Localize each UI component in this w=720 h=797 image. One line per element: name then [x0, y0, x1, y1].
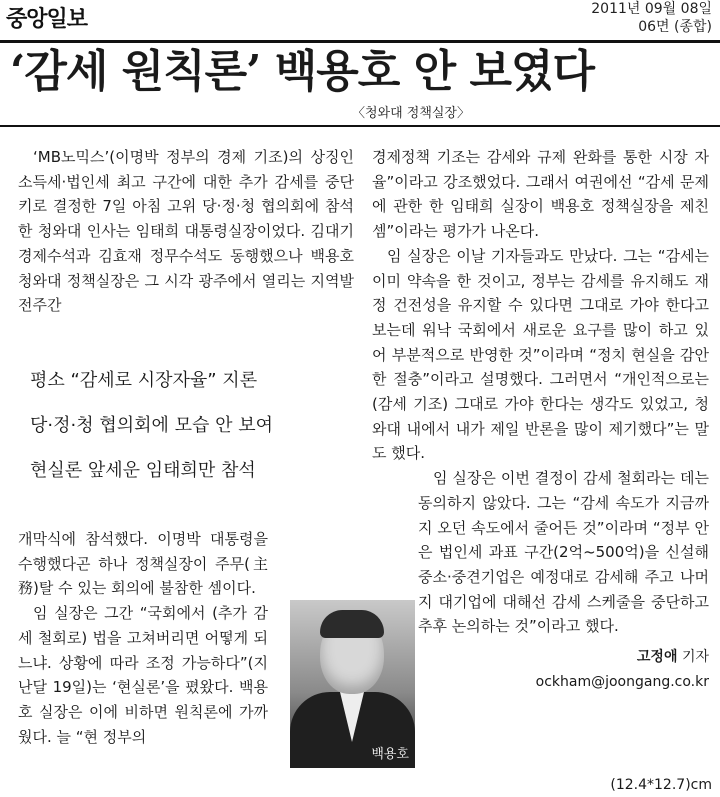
- byline: [372, 645, 709, 670]
- photo-hair: [320, 610, 384, 638]
- photo-caption: 백용호: [371, 747, 409, 762]
- portrait-photo: [290, 600, 415, 768]
- pull-quote: 평소 “감세로 시장자율” 지론: [30, 370, 258, 391]
- pull-quotes: [30, 368, 350, 503]
- clipping-size: (12.4*12.7)cm: [610, 777, 712, 793]
- headline-rule: [0, 125, 720, 127]
- body-column-left-top: [18, 145, 354, 318]
- body-paragraph: ‘MB노믹스’(이명박 정부의 경제 기조)의 상징인 소득세·법인세 최고 구간에 대한 추가 감세를 중단키로 결정한 7일 아침 고위 당·정·청 협의회에 참석한 청와대 인사는 임태희 대통령실장이었다. 김대기 경제수석과 김효재 정무수석도 동행했으나 백용호 청와대 정책실장은 그 시각 광주에서 열리는 지역발전주간: [18, 148, 354, 315]
- body-paragraph: 임 실장은 이날 기자들과도 만났다. 그는 “감세는 이미 약속을 한 것이고, 정부는 감세를 유지해도 재정 건전성을 유지할 수 있다면 그대로 가야 한다고 보는데 워낙 국회에서 새로운 요구를 많이 하고 있어 부분적으로 반영한 것”이라며 “정치 현실을 감안한 절충”이라고 설명했다. 그러면서 “개인적으로는 (감세 기조) 그대로 가야 한다는 생각도 있었고, 청와대 내에서 내가 제일 반론을 많이 제기했다”는 말도 했다.: [372, 246, 709, 463]
- page-section: 06면 (종합): [638, 19, 712, 35]
- body-paragraph: 임 실장은 이번 결정이 감세 철회라는 데는 동의하지 않았다. 그는 “감세 속도가 지금까지 오던 속도에서 줄어든 것”이라며 “정부 안은 법인세 과표 구간(2억~500억)을 신설해 중소·중견기업은 예정대로 감세해 주고 나머지 대기업에 대해선 감세 스케줄을 중단하고 추후 논의하는 것”이라고 했다.: [372, 466, 709, 639]
- body-paragraph: 개막식에 참석했다. 이명박 대통령을 수행했다곤 하나 정책실장이 주무(主務)탈 수 있는 회의에 불참한 셈이다.: [18, 530, 268, 598]
- subhead: 〈청와대 정책실장〉: [351, 106, 470, 121]
- masthead: 중앙일보: [6, 7, 88, 32]
- byline-role: 기자: [681, 649, 709, 666]
- publish-date: 2011년 09월 08일: [591, 1, 712, 17]
- body-paragraph: 임 실장은 그간 “국회에서 (추가 감세 철회로) 법을 고쳐버리면 어떻게 되느냐. 상황에 따라 조정 가능하다”(지난달 19일)는 ‘현실론’을 폈왔다. 백용호 실장은 이에 비하면 원칙론에 가까웠다. 늘 “현 정부의: [18, 604, 268, 746]
- dateline: [591, 0, 712, 36]
- byline-name: 고정애: [636, 649, 678, 666]
- top-rule: [0, 40, 720, 43]
- body-paragraph: 경제정책 기조는 감세와 규제 완화를 통한 시장 자율”이라고 강조했었다. 그래서 여권에선 “감세 문제에 관한 한 임태희 실장이 백용호 정책실장을 제친 셈”이라는 평가가 나온다.: [372, 148, 709, 241]
- body-column-right-text: [372, 145, 709, 694]
- pull-quote: 현실론 앞세운 임태희만 참석: [30, 460, 256, 481]
- byline-email[interactable]: ockham@joongang.co.kr: [535, 673, 709, 690]
- pull-quote: 당·정·청 협의회에 모습 안 보여: [30, 415, 273, 436]
- headline: ‘감세 원칙론’ 백용호 안 보였다: [10, 46, 594, 97]
